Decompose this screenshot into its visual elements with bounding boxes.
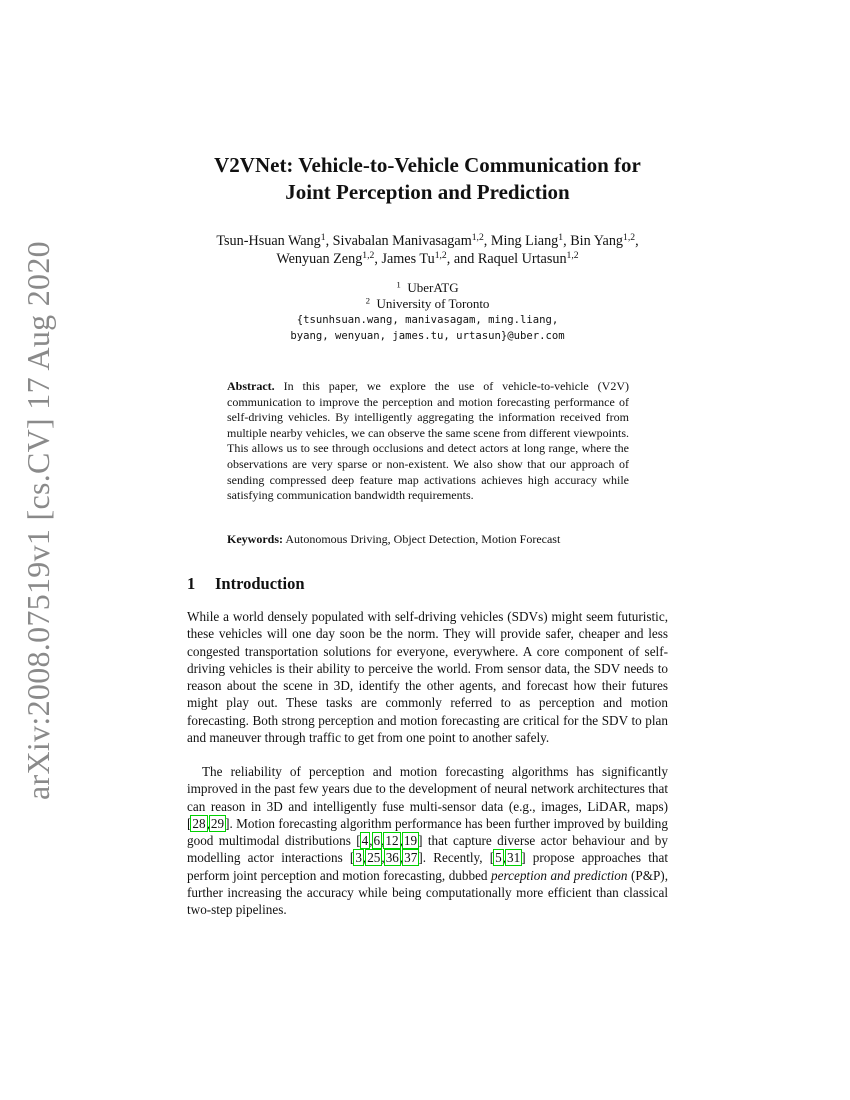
paragraph-text: (P&P), further increasing the accuracy while being computationally more efficient than classical two-step pipelines. <box>187 867 668 918</box>
paper-title <box>150 152 705 206</box>
affiliation-name: University of Toronto <box>376 296 490 311</box>
author-affiliation: 1,2 <box>623 232 636 244</box>
keywords-label: Keywords: <box>227 532 283 546</box>
title-line-2: Joint Perception and Prediction <box>285 180 570 204</box>
citation-link[interactable]: 29 <box>210 815 225 831</box>
citation-link[interactable]: 36 <box>385 850 399 866</box>
author-name: Sivabalan Manivasagam <box>332 233 472 249</box>
abstract-text: In this paper, we explore the use of vehicle-to-vehicle (V2V) communication to improve the perception and motion forecasting performance of self-driving vehicles. By intelligently aggregating the information received from multiple nearby vehicles, we can observe the same scene from different viewpoints. This allows us to see through occlusions and detect actors at long range, where the observations are very sparse or non-existent. We also show that our approach of sending compressed deep feature map activations achieves high accuracy while satisfying communication bandwidth requirements. <box>227 379 630 503</box>
citation-link[interactable]: 37 <box>404 850 418 866</box>
citation-link[interactable]: 19 <box>403 833 418 849</box>
author-affiliation: 1,2 <box>362 250 375 262</box>
author-name: Raquel Urtasun <box>477 251 567 267</box>
keywords <box>227 532 647 548</box>
paragraph: The reliability of perception and motion forecasting algorithms has significantly improved in the past few years due to the development of neural network architectures that can reason in 3D and intelligently fuse multi-sensor data (e.g., images, LiDAR, maps) [28,29]. Motion forecasting algorithm performance has been further improved by building good multimodal distributions [4,6,12,19] that capture diverse actor behaviour and by modelling actor interactions [3,25,36,37]. Recently, [5,31] propose approaches that perform joint perception and motion forecasting, dubbed perception and prediction (P&P), further increasing the accuracy while being computationally more efficient than classical two-step pipelines. <box>187 764 669 918</box>
author-name: Ming Liang <box>490 233 559 249</box>
paragraph-text: The reliability of perception and motion forecasting algorithms has significantly improved in the past few years due to the development of neural network architectures that can reason in 3D and intelligently fuse multi-sensor data (e.g., images, LiDAR, maps) <box>187 764 668 814</box>
citation-link[interactable]: 5 <box>495 850 502 866</box>
emphasized-term: perception and prediction <box>491 867 628 883</box>
email-line-1: {tsunhsuan.wang, manivasagam, ming.liang, <box>296 314 559 326</box>
affiliation-name: UberATG <box>407 280 459 295</box>
affiliation-line <box>150 280 705 296</box>
author-affiliation: 1,2 <box>566 250 579 262</box>
citation-link[interactable]: 6 <box>373 833 381 849</box>
author-affiliation: 1,2 <box>434 250 447 262</box>
citation-link[interactable]: 25 <box>367 850 381 866</box>
affiliation-line <box>150 296 705 312</box>
email-line-2: byang, wenyuan, james.tu, urtasun}@uber.com <box>290 330 565 342</box>
section-heading <box>187 574 305 594</box>
author-name: Wenyuan Zeng <box>276 251 363 267</box>
title-line-1: V2VNet: Vehicle-to-Vehicle Communication for <box>214 153 641 177</box>
author-affiliation: 1,2 <box>471 232 484 244</box>
paragraph-text: . Motion forecasting algorithm performance has been further improved by building good multimodal distributions <box>187 815 668 849</box>
author-name: Tsun-Hsuan Wang <box>216 233 321 249</box>
paragraph: While a world densely populated with self-driving vehicles (SDVs) might seem futuristic, these vehicles will one day soon be the norm. They will provide safer, cheaper and less congested transportation solutions for everyone, everywhere. A core component of self-driving vehicles is their ability to perceive the world. From sensor data, the SDV needs to reason about the scene in 3D, identify the other agents, and forecast how their futures might play out. These tasks are commonly referred to as perception and motion forecasting. Both strong perception and motion forecasting are critical for the SDV to plan and maneuver through traffic to get from one point to another safely. <box>187 609 668 746</box>
citation-link[interactable]: 31 <box>507 850 521 866</box>
section-number: 1 <box>187 574 196 593</box>
affiliation-mark: 2 <box>365 295 370 306</box>
keywords-text: Autonomous Driving, Object Detection, Motion Forecast <box>285 532 561 546</box>
author-affiliation: 1 <box>320 232 326 244</box>
author-name: James Tu <box>381 251 435 267</box>
paragraph-text: . Recently, <box>422 850 490 866</box>
abstract-label: Abstract. <box>227 379 275 393</box>
section-title: Introduction <box>215 574 305 593</box>
citation-link[interactable]: 28 <box>192 815 206 831</box>
abstract <box>227 379 629 504</box>
paragraph-text: propose approaches that perform joint perception and motion forecasting, dubbed <box>187 850 669 883</box>
arxiv-stamp-text: arXiv:2008.07519v1 [cs.CV] 17 Aug 2020 <box>19 240 56 800</box>
affiliations <box>150 280 705 344</box>
citation-link[interactable]: 12 <box>385 833 399 849</box>
paragraph-text: that capture diverse actor behaviour and by modelling actor interactions <box>187 833 668 866</box>
citation-link[interactable]: 3 <box>355 850 362 866</box>
author-name: Bin Yang <box>570 233 624 249</box>
author-list: Tsun-Hsuan Wang$^1$, Sivabalan Manivasagam$^{1,2}$, Ming Liang$^1$, Bin Yang$^{1,2}$, Wenyuan Zeng$^{1,2}$, James Tu$^{1,2}$, and Raquel Urtasun$^{1,2}$ <box>216 232 639 267</box>
affiliation-mark: 1 <box>396 279 401 290</box>
citation-link[interactable]: 4 <box>361 833 369 849</box>
arxiv-stamp <box>14 240 62 800</box>
author-affiliation: 1 <box>558 232 564 244</box>
